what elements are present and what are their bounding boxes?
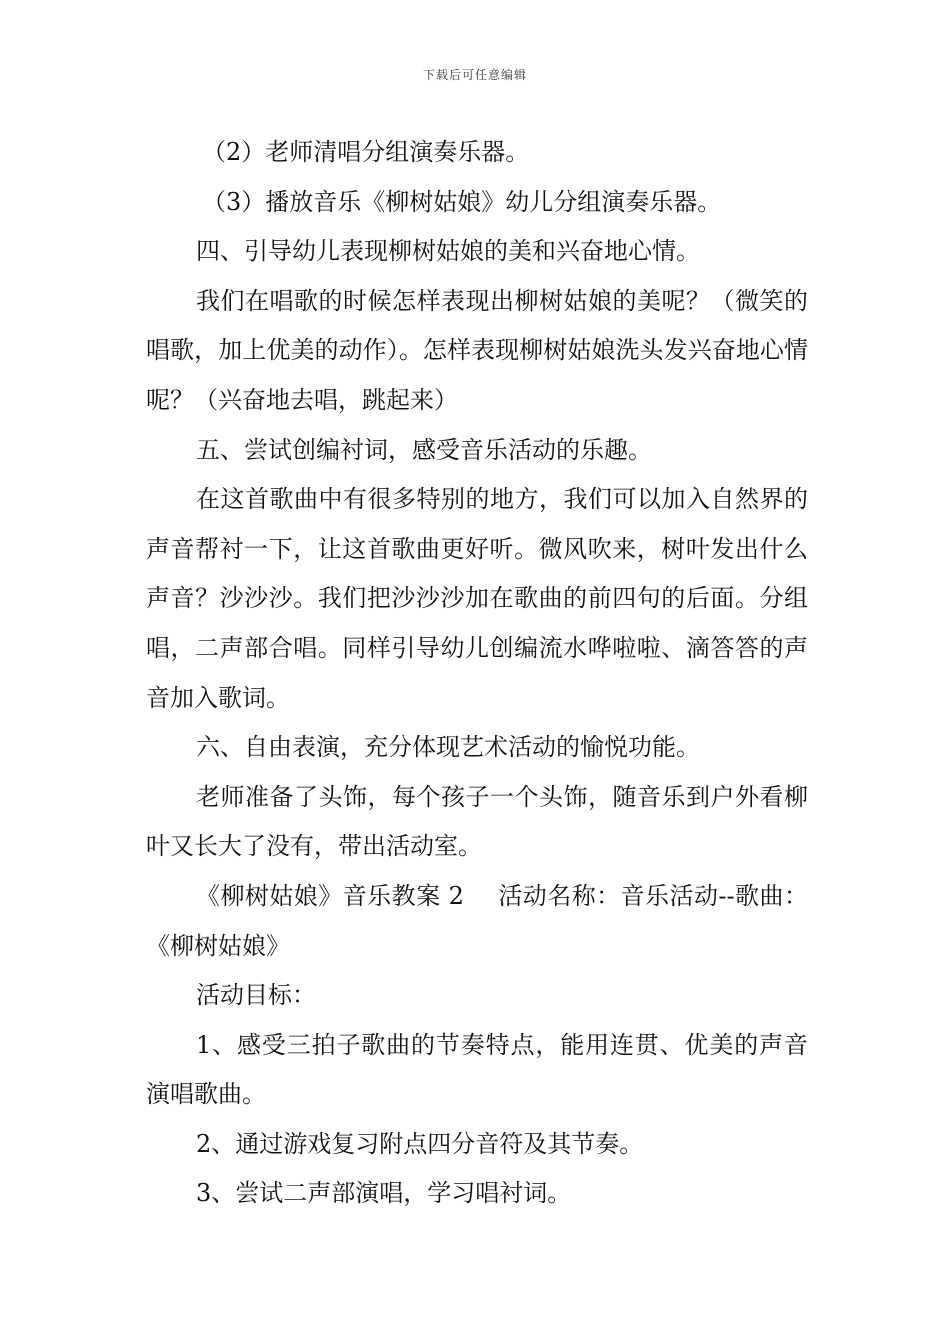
- lesson-title: 《柳树姑娘》音乐教案 2: [196, 881, 464, 910]
- activity-name: 活动名称：音乐活动--歌曲：《柳树姑娘》: [146, 881, 808, 960]
- objectives-heading: 活动目标：: [196, 981, 316, 1010]
- paragraph-step-3: （3）播放音乐《柳树姑娘》幼儿分组演奏乐器。: [202, 187, 722, 216]
- paragraph-nature-sounds: 在这首歌曲中有很多特别的地方，我们可以加入自然界的声音帮衬一下，让这首歌曲更好听。微风吹来，树叶发出什么声音？沙沙沙。我们把沙沙沙加在歌曲的前四句的后面。分组唱，二声部合唱。同样引导幼儿创编流水哗啦啦、滴答答的声音加入歌词。: [146, 485, 808, 712]
- objective-item-2: 2、通过游戏复习附点四分音符及其节奏。: [196, 1129, 644, 1158]
- paragraph-section-5: 五、尝试创编衬词，感受音乐活动的乐趣。: [196, 435, 652, 464]
- paragraph-headwear: 老师准备了头饰，每个孩子一个头饰，随音乐到户外看柳叶又长大了没有，带出活动室。: [146, 782, 808, 861]
- document-body: [146, 128, 808, 1219]
- paragraph-express-beauty: 我们在唱歌的时候怎样表现出柳树姑娘的美呢？（微笑的唱歌，加上优美的动作）。怎样表现柳树姑娘洗头发兴奋地心情呢？（兴奋地去唱，跳起来）: [146, 286, 808, 414]
- paragraph-section-4: 四、引导幼儿表现柳树姑娘的美和兴奋地心情。: [196, 237, 700, 266]
- objective-item-1: 1、感受三拍子歌曲的节奏特点，能用连贯、优美的声音演唱歌曲。: [146, 1030, 808, 1109]
- lesson-title-line: [146, 872, 808, 971]
- page-header: 下载后可任意编辑: [422, 68, 527, 82]
- objective-item-3: 3、尝试二声部演唱，学习唱衬词。: [196, 1179, 572, 1208]
- paragraph-section-6: 六、自由表演，充分体现艺术活动的愉悦功能。: [196, 733, 700, 762]
- paragraph-step-2: （2）老师清唱分组演奏乐器。: [202, 138, 530, 166]
